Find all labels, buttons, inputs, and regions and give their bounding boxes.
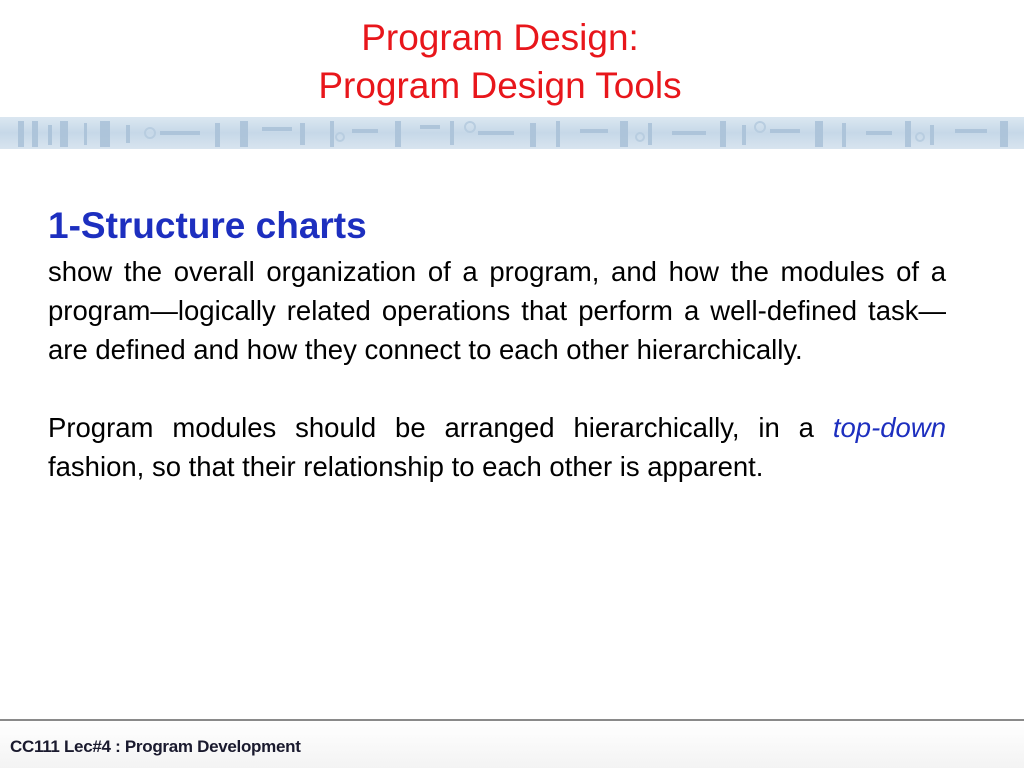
title-line-1: Program Design: xyxy=(361,17,639,58)
paragraph-2-start: Program modules should be arranged hierarchically, in a xyxy=(48,412,833,443)
paragraph-2-end: fashion, so that their relationship to each other is apparent. xyxy=(48,451,764,482)
decorative-banner xyxy=(0,117,1024,149)
footer-label: CC111 Lec#4 : Program Development xyxy=(10,737,301,756)
paragraph-2 xyxy=(48,408,946,486)
title-line-2: Program Design Tools xyxy=(318,65,682,106)
circuit-pattern-icon xyxy=(0,117,1024,149)
footer-bar xyxy=(0,721,1024,768)
emphasis-top-down: top-down xyxy=(832,412,946,443)
paragraph-1: show the overall organization of a program, and how the modules of a program—logically related operations that perform a well-defined task—are defined and how they connect to each other hierarchically. xyxy=(48,256,946,365)
section-heading: 1-Structure charts xyxy=(48,205,367,246)
slide-title xyxy=(0,14,1000,110)
slide-body xyxy=(48,200,946,486)
